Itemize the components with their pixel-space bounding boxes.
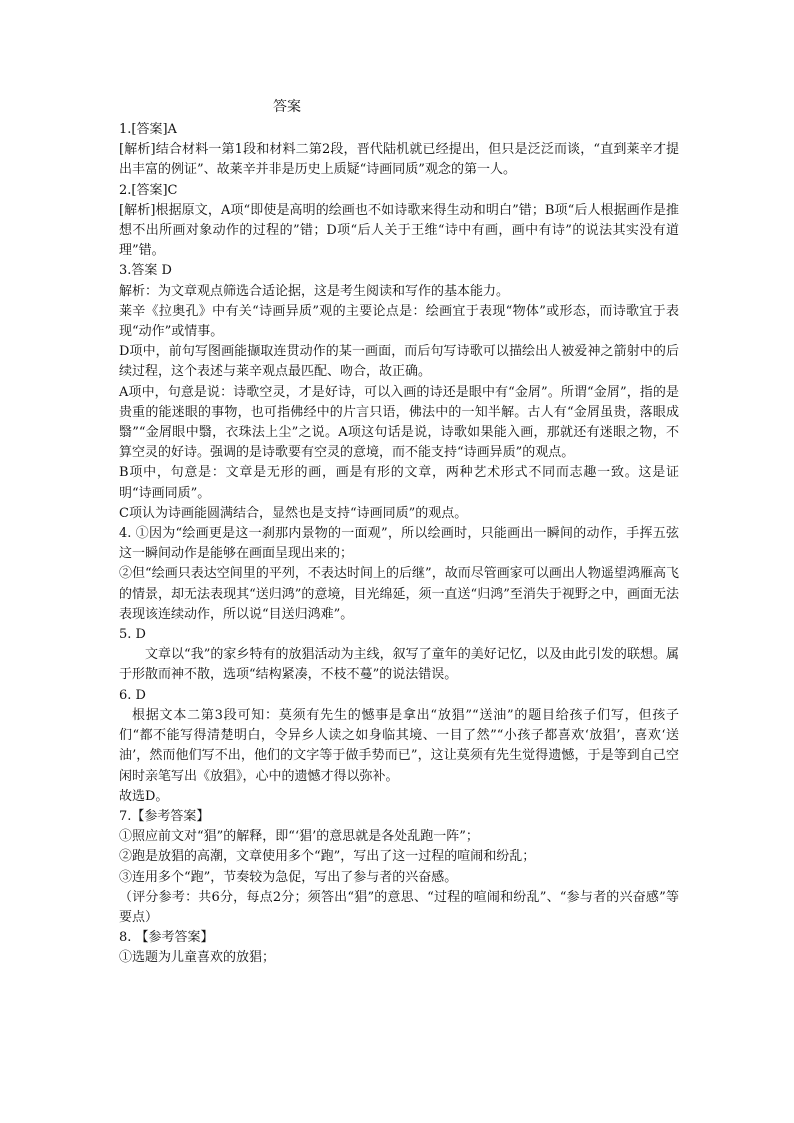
answer-3-option-a: A项中，句意是说：诗歌空灵，才是好诗，可以入画的诗还是眼中有“金屑”。所谓“金屑”，指的是贵重的能迷眼的事物，也可指佛经中的片言只语，佛法中的一知半解。古人有“金屑虽贵，落眼成翳”“金屑眼中翳，衣珠法上尘”之说。A项这句话是说，诗歌如果能入画，那就还有迷眼之物，不算空灵的好诗。强调的是诗歌要有空灵的意境，而不能支持“诗画异质”的观点。: [119, 384, 679, 461]
answer-5-label: 5. D: [119, 627, 146, 643]
answer-7-point-2: ②跑是放猖的高潮，文章使用多个“跑”，写出了这一过程的喧闹和纷乱；: [119, 849, 536, 865]
answer-7-scoring: （评分参考：共6分，每点2分；须答出“猖”的意思、“过程的喧闹和纷乱”、“参与者的兴奋感”等要点）: [119, 889, 679, 925]
answer-page: [119, 96, 679, 969]
answer-3-option-c: C项认为诗画能圆满结合，显然也是支持“诗画同质”的观点。: [119, 505, 468, 521]
answer-6-label: 6. D: [119, 687, 146, 703]
answer-3-lessing-view: 莱辛《拉奥孔》中有关“诗画异质”观的主要论点是：绘画宜于表现“物体”或形态，而诗歌宜于表现“动作”或情事。: [119, 303, 679, 340]
page-title: 答案: [273, 99, 301, 115]
answer-3-option-b: B项中，句意是：文章是无形的画，画是有形的文章，两种艺术形式不同而志趣一致。这是证明“诗画同质”。: [119, 465, 679, 501]
answer-3-label: 3.答案 D: [119, 263, 172, 279]
answer-7-point-1: ①照应前文对“猖”的解释，即“‘猖’的意思就是各处乱跑一阵”；: [119, 829, 479, 845]
answer-2-analysis: [解析]根据原文，A项“即使是高明的绘画也不如诗歌来得生动和明白”错；B项“后人根据画作是推想不出所画对象动作的过程的”错；D项“后人关于王维“诗中有画，画中有诗”的说法其实没有道理”错。: [119, 202, 679, 259]
answer-8-point-1: ①选题为儿童喜欢的放猖；: [119, 950, 276, 966]
answer-7-point-3: ③连用多个“跑”，节奏较为急促，写出了参与者的兴奋感。: [119, 869, 458, 885]
answer-8-label: 8. 【参考答案】: [119, 930, 214, 946]
answer-1-label: 1.[答案]A: [119, 122, 177, 137]
answer-5-analysis: 文章以“我”的家乡特有的放猖活动为主线，叙写了童年的美好记忆，以及由此引发的联想。属于形散而神不散，选项“结构紧凑，不枝不蔓”的说法错误。: [119, 647, 679, 683]
answer-6-conclusion: 故选D。: [119, 788, 169, 804]
answer-3-analysis-intro: 解析：为文章观点筛选合适论据，这是考生阅读和写作的基本能力。: [119, 283, 510, 299]
answer-1-analysis: [解析]结合材料一第1段和材料二第2段，晋代陆机就已经提出，但只是泛泛而谈，“直到莱辛才提出丰富的例证”、故莱辛并非是历史上质疑“诗画同质”观念的第一人。: [119, 142, 679, 178]
answer-6-analysis: 根据文本二第3段可知：莫须有先生的憾事是拿出“放猖”“送油”的题目给孩子们写，但孩子们“都不能写得清楚明白，令异乡人读之如身临其境、一目了然”“小孩子都喜欢‘放猖’，喜欢‘送油’，然而他们写不出，他们的文字等于做手势而已”，这让莫须有先生觉得遗憾，于是等到自己空闲时亲笔写出《放猖》，心中的遗憾才得以弥补。: [119, 707, 679, 784]
answer-4-point-2: ②但“绘画只表达空间里的平列，不表达时间上的后继”，故而尽管画家可以画出人物遥望鸿雁高飞的情景，却无法表现其“送归鸿”的意境，目光绵延，须一直送“归鸿”至消失于视野之中，画面无法表现该连续动作，所以说“目送归鸿难”。: [119, 566, 679, 622]
answer-3-option-d: D项中，前句写图画能撷取连贯动作的某一画面，而后句写诗歌可以描绘出人被爱神之箭射中的后续过程，这个表述与莱辛观点最匹配、吻合，故正确。: [119, 344, 679, 380]
answer-7-label: 7.【参考答案】: [119, 808, 210, 824]
answer-4-point-1: 4. ①因为“绘画更是这一刹那内景物的一面观”，所以绘画时，只能画出一瞬间的动作，手挥五弦这一瞬间动作是能够在画面呈现出来的；: [119, 526, 679, 562]
answer-2-label: 2.[答案]C: [119, 182, 178, 198]
